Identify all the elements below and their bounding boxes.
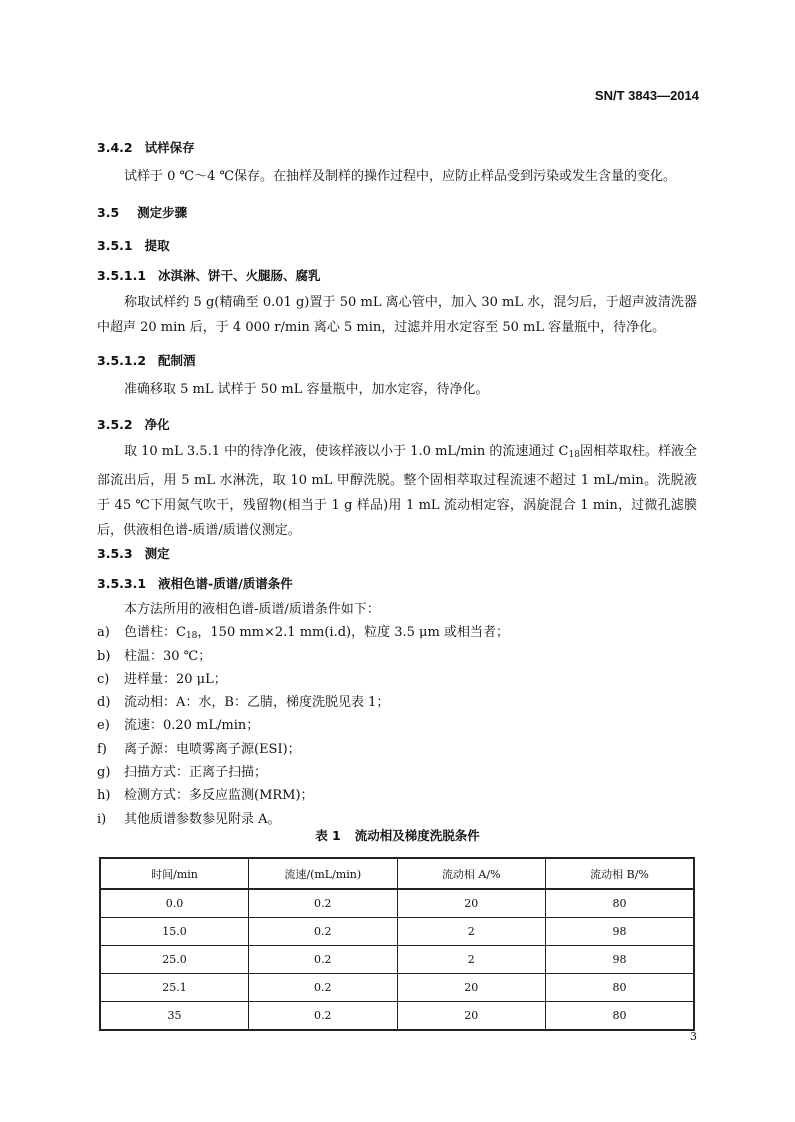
table-row — [100, 946, 694, 974]
table-cell: 80 — [546, 1002, 695, 1031]
table-label: 表 1 — [315, 828, 341, 843]
paragraph-text-part: 固相萃取柱。样液全部流出后，用 5 mL 水淋洗，取 10 mL 甲醇洗脱。整个固相萃取过程流速不超过 1 mL/min。洗脱液于 45 ℃下用氮气吹干，残留物(相当于 1 g 样品)用 1 mL 流动相定容，涡旋混合 1 min，过微孔滤膜后，供液相色谱-质谱/质谱仪测定。 — [97, 444, 697, 538]
section-title: 净化 — [144, 417, 170, 432]
paragraph-3-5-1-2 — [97, 377, 697, 402]
table-cell: 0.2 — [249, 889, 398, 918]
table-cell: 0.2 — [249, 1002, 398, 1031]
list-text: 扫描方式：正离子扫描； — [124, 765, 268, 781]
paragraph-text: 称取试样约 5 g(精确至 0.01 g)置于 50 mL 离心管中，加入 30 mL 水，混匀后，于超声波清洗器中超声 20 min 后，于 4 000 r/min 离心 5 min，过滤并用水定容至 50 mL 容量瓶中，待净化。 — [97, 295, 697, 335]
heading-3-5-1-1 — [97, 266, 321, 284]
table-cell: 80 — [546, 974, 695, 1002]
conditions-intro: 本方法所用的液相色谱-质谱/质谱条件如下： — [124, 602, 380, 617]
section-title: 测定步骤 — [137, 205, 188, 220]
section-number: 3.5.3.1 — [97, 576, 147, 591]
list-item — [97, 668, 697, 691]
list-marker: g) — [97, 765, 111, 781]
list-text: 流速：0.20 mL/min； — [124, 718, 260, 734]
paragraph-text-part: 取 10 mL 3.5.1 中的待净化液，使该样液以小于 1.0 mL/min 的流速通过 C — [124, 444, 569, 459]
list-text: 进样量：20 μL； — [124, 671, 227, 687]
table-header-row — [100, 858, 694, 889]
heading-3-5-3 — [97, 544, 170, 562]
conditions-list — [97, 598, 697, 831]
table-cell: 80 — [546, 889, 695, 918]
table-cell: 98 — [546, 918, 695, 946]
table-cell: 2 — [397, 918, 546, 946]
table-cell: 35 — [100, 1002, 249, 1031]
list-item — [97, 784, 697, 807]
table-cell: 25.0 — [100, 946, 249, 974]
paragraph-3-5-1-1 — [97, 290, 697, 340]
table-row — [100, 918, 694, 946]
list-text: 流动相：A：水，B：乙腈，梯度洗脱见表 1； — [124, 695, 390, 711]
section-number: 3.4.2 — [97, 140, 133, 155]
section-title: 提取 — [144, 238, 170, 253]
list-item — [97, 738, 697, 761]
heading-3-4-2 — [97, 138, 195, 156]
list-marker: c) — [97, 671, 110, 687]
table-cell: 15.0 — [100, 918, 249, 946]
table-cell: 0.2 — [249, 974, 398, 1002]
list-item — [97, 621, 697, 644]
table-cell: 20 — [397, 889, 546, 918]
list-marker: b) — [97, 648, 111, 664]
heading-3-5-1 — [97, 236, 170, 254]
list-marker: e) — [97, 718, 110, 734]
gradient-table — [99, 857, 695, 1031]
table-cell: 0.2 — [249, 918, 398, 946]
list-item — [97, 645, 697, 668]
section-title: 测定 — [144, 546, 170, 561]
list-marker: a) — [97, 625, 110, 641]
list-text: 色谱柱：C — [124, 625, 186, 641]
list-text: 其他质谱参数参见附录 A。 — [124, 811, 281, 827]
paragraph-3-4-2 — [97, 164, 697, 189]
heading-3-5 — [97, 203, 187, 221]
column-header-flow: 流速/(mL/min) — [249, 858, 398, 889]
section-title: 冰淇淋、饼干、火腿肠、腐乳 — [158, 268, 321, 283]
table-row — [100, 974, 694, 1002]
section-number: 3.5.1 — [97, 238, 133, 253]
section-number: 3.5.2 — [97, 417, 133, 432]
heading-3-5-1-2 — [97, 351, 196, 369]
column-header-phase-b: 流动相 B/% — [546, 858, 695, 889]
section-title: 配制酒 — [158, 353, 196, 368]
table-cell: 2 — [397, 946, 546, 974]
section-number: 3.5.3 — [97, 546, 133, 561]
list-marker: f) — [97, 741, 107, 757]
paragraph-text: 准确移取 5 mL 试样于 50 mL 容量瓶中，加水定容，待净化。 — [124, 382, 489, 397]
heading-3-5-2 — [97, 415, 170, 433]
subscript: 18 — [568, 450, 580, 460]
document-number: SN/T 3843—2014 — [594, 88, 699, 103]
paragraph-3-5-2 — [97, 439, 697, 543]
section-title: 试样保存 — [144, 140, 195, 155]
table-cell: 25.1 — [100, 974, 249, 1002]
heading-3-5-3-1 — [97, 574, 293, 592]
column-header-phase-a: 流动相 A/% — [397, 858, 546, 889]
table-cell: 98 — [546, 946, 695, 974]
list-item — [97, 691, 697, 714]
list-text: 柱温：30 ℃； — [124, 648, 212, 664]
list-text: 离子源：电喷雾离子源(ESI)； — [124, 741, 301, 757]
list-item — [97, 761, 697, 784]
section-number: 3.5.1.1 — [97, 268, 147, 283]
table-cell: 20 — [397, 1002, 546, 1031]
table-row — [100, 1002, 694, 1031]
list-text: 检测方式：多反应监测(MRM)； — [124, 788, 314, 804]
table-cell: 0.0 — [100, 889, 249, 918]
list-text: ，150 mm×2.1 mm(i.d)，粒度 3.5 μm 或相当者； — [197, 625, 509, 641]
section-title: 液相色谱-质谱/质谱条件 — [158, 576, 293, 591]
table-cell: 0.2 — [249, 946, 398, 974]
page-number: 3 — [690, 1030, 697, 1043]
table-caption: 流动相及梯度洗脱条件 — [354, 828, 480, 843]
table-row — [100, 889, 694, 918]
paragraph-text — [97, 439, 697, 543]
list-item — [97, 714, 697, 737]
section-number: 3.5 — [97, 205, 120, 220]
paragraph-text: 试样于 0 ℃～4 ℃保存。在抽样及制样的操作过程中，应防止样品受到污染或发生含量的变化。 — [124, 169, 677, 184]
subscript: 18 — [185, 631, 198, 642]
table-cell: 20 — [397, 974, 546, 1002]
section-number: 3.5.1.2 — [97, 353, 147, 368]
list-marker: i) — [97, 811, 107, 827]
list-marker: h) — [97, 788, 111, 804]
table-title — [0, 826, 795, 844]
column-header-time: 时间/min — [100, 858, 249, 889]
list-marker: d) — [97, 695, 111, 711]
